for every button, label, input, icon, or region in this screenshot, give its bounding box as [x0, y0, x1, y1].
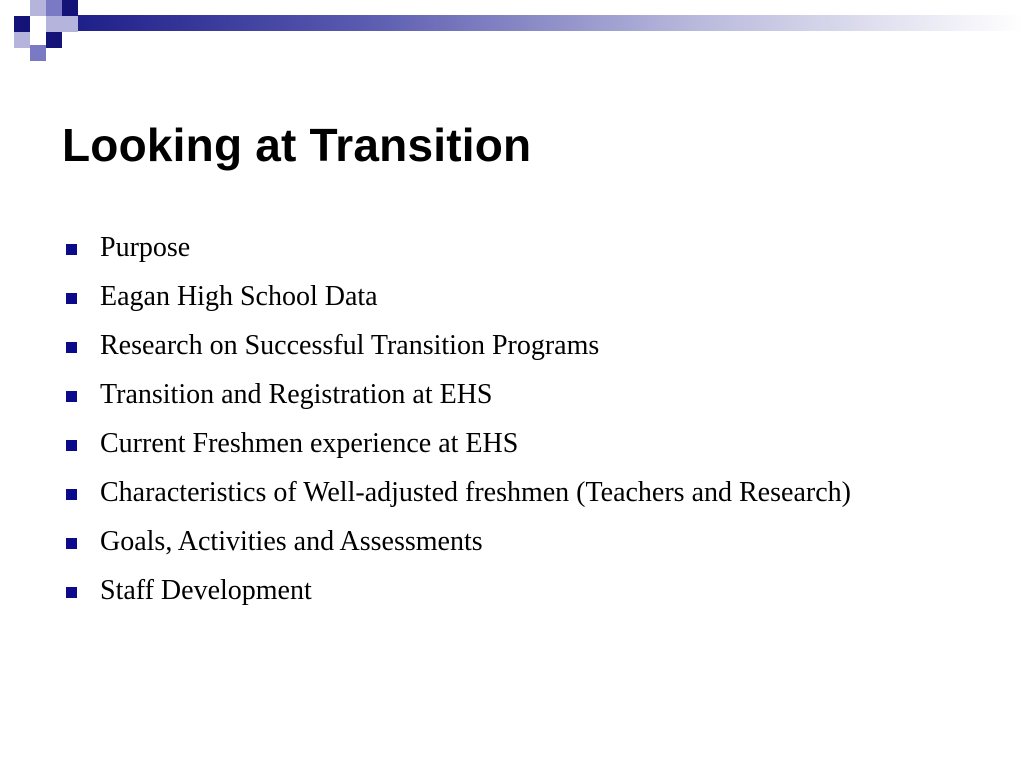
bullet-text: Characteristics of Well-adjusted freshmen (Teachers and Research)	[100, 477, 851, 508]
bullet-item	[62, 475, 962, 511]
slide-title: Looking at Transition	[62, 119, 532, 171]
deco-square	[46, 32, 62, 48]
bullet-text: Purpose	[100, 232, 191, 263]
deco-square	[46, 16, 62, 32]
bullet-item	[62, 426, 962, 462]
bullet-item	[62, 230, 962, 266]
header-gradient-bar	[78, 15, 1024, 31]
bullet-text: Staff Development	[100, 575, 312, 606]
deco-square	[30, 0, 46, 16]
header-decoration	[0, 0, 1024, 70]
bullet-text: Goals, Activities and Assessments	[100, 526, 483, 557]
square-bullet-icon	[66, 538, 77, 549]
bullet-item	[62, 524, 962, 560]
bullet-item	[62, 573, 962, 609]
deco-square	[46, 0, 62, 16]
deco-square	[62, 16, 78, 32]
deco-square	[62, 0, 78, 16]
square-bullet-icon	[66, 244, 77, 255]
deco-square	[30, 45, 46, 61]
bullet-text: Transition and Registration at EHS	[100, 379, 493, 410]
square-bullet-icon	[66, 342, 77, 353]
square-bullet-icon	[66, 293, 77, 304]
square-bullet-icon	[66, 440, 77, 451]
bullet-list	[62, 230, 962, 622]
bullet-text: Eagan High School Data	[100, 281, 378, 312]
square-bullet-icon	[66, 489, 77, 500]
bullet-item	[62, 377, 962, 413]
square-bullet-icon	[66, 587, 77, 598]
deco-square	[14, 16, 30, 32]
bullet-text: Research on Successful Transition Programs	[100, 330, 600, 361]
deco-square	[14, 32, 30, 48]
bullet-text: Current Freshmen experience at EHS	[100, 428, 519, 459]
bullet-item	[62, 279, 962, 315]
square-bullet-icon	[66, 391, 77, 402]
bullet-item	[62, 328, 962, 364]
